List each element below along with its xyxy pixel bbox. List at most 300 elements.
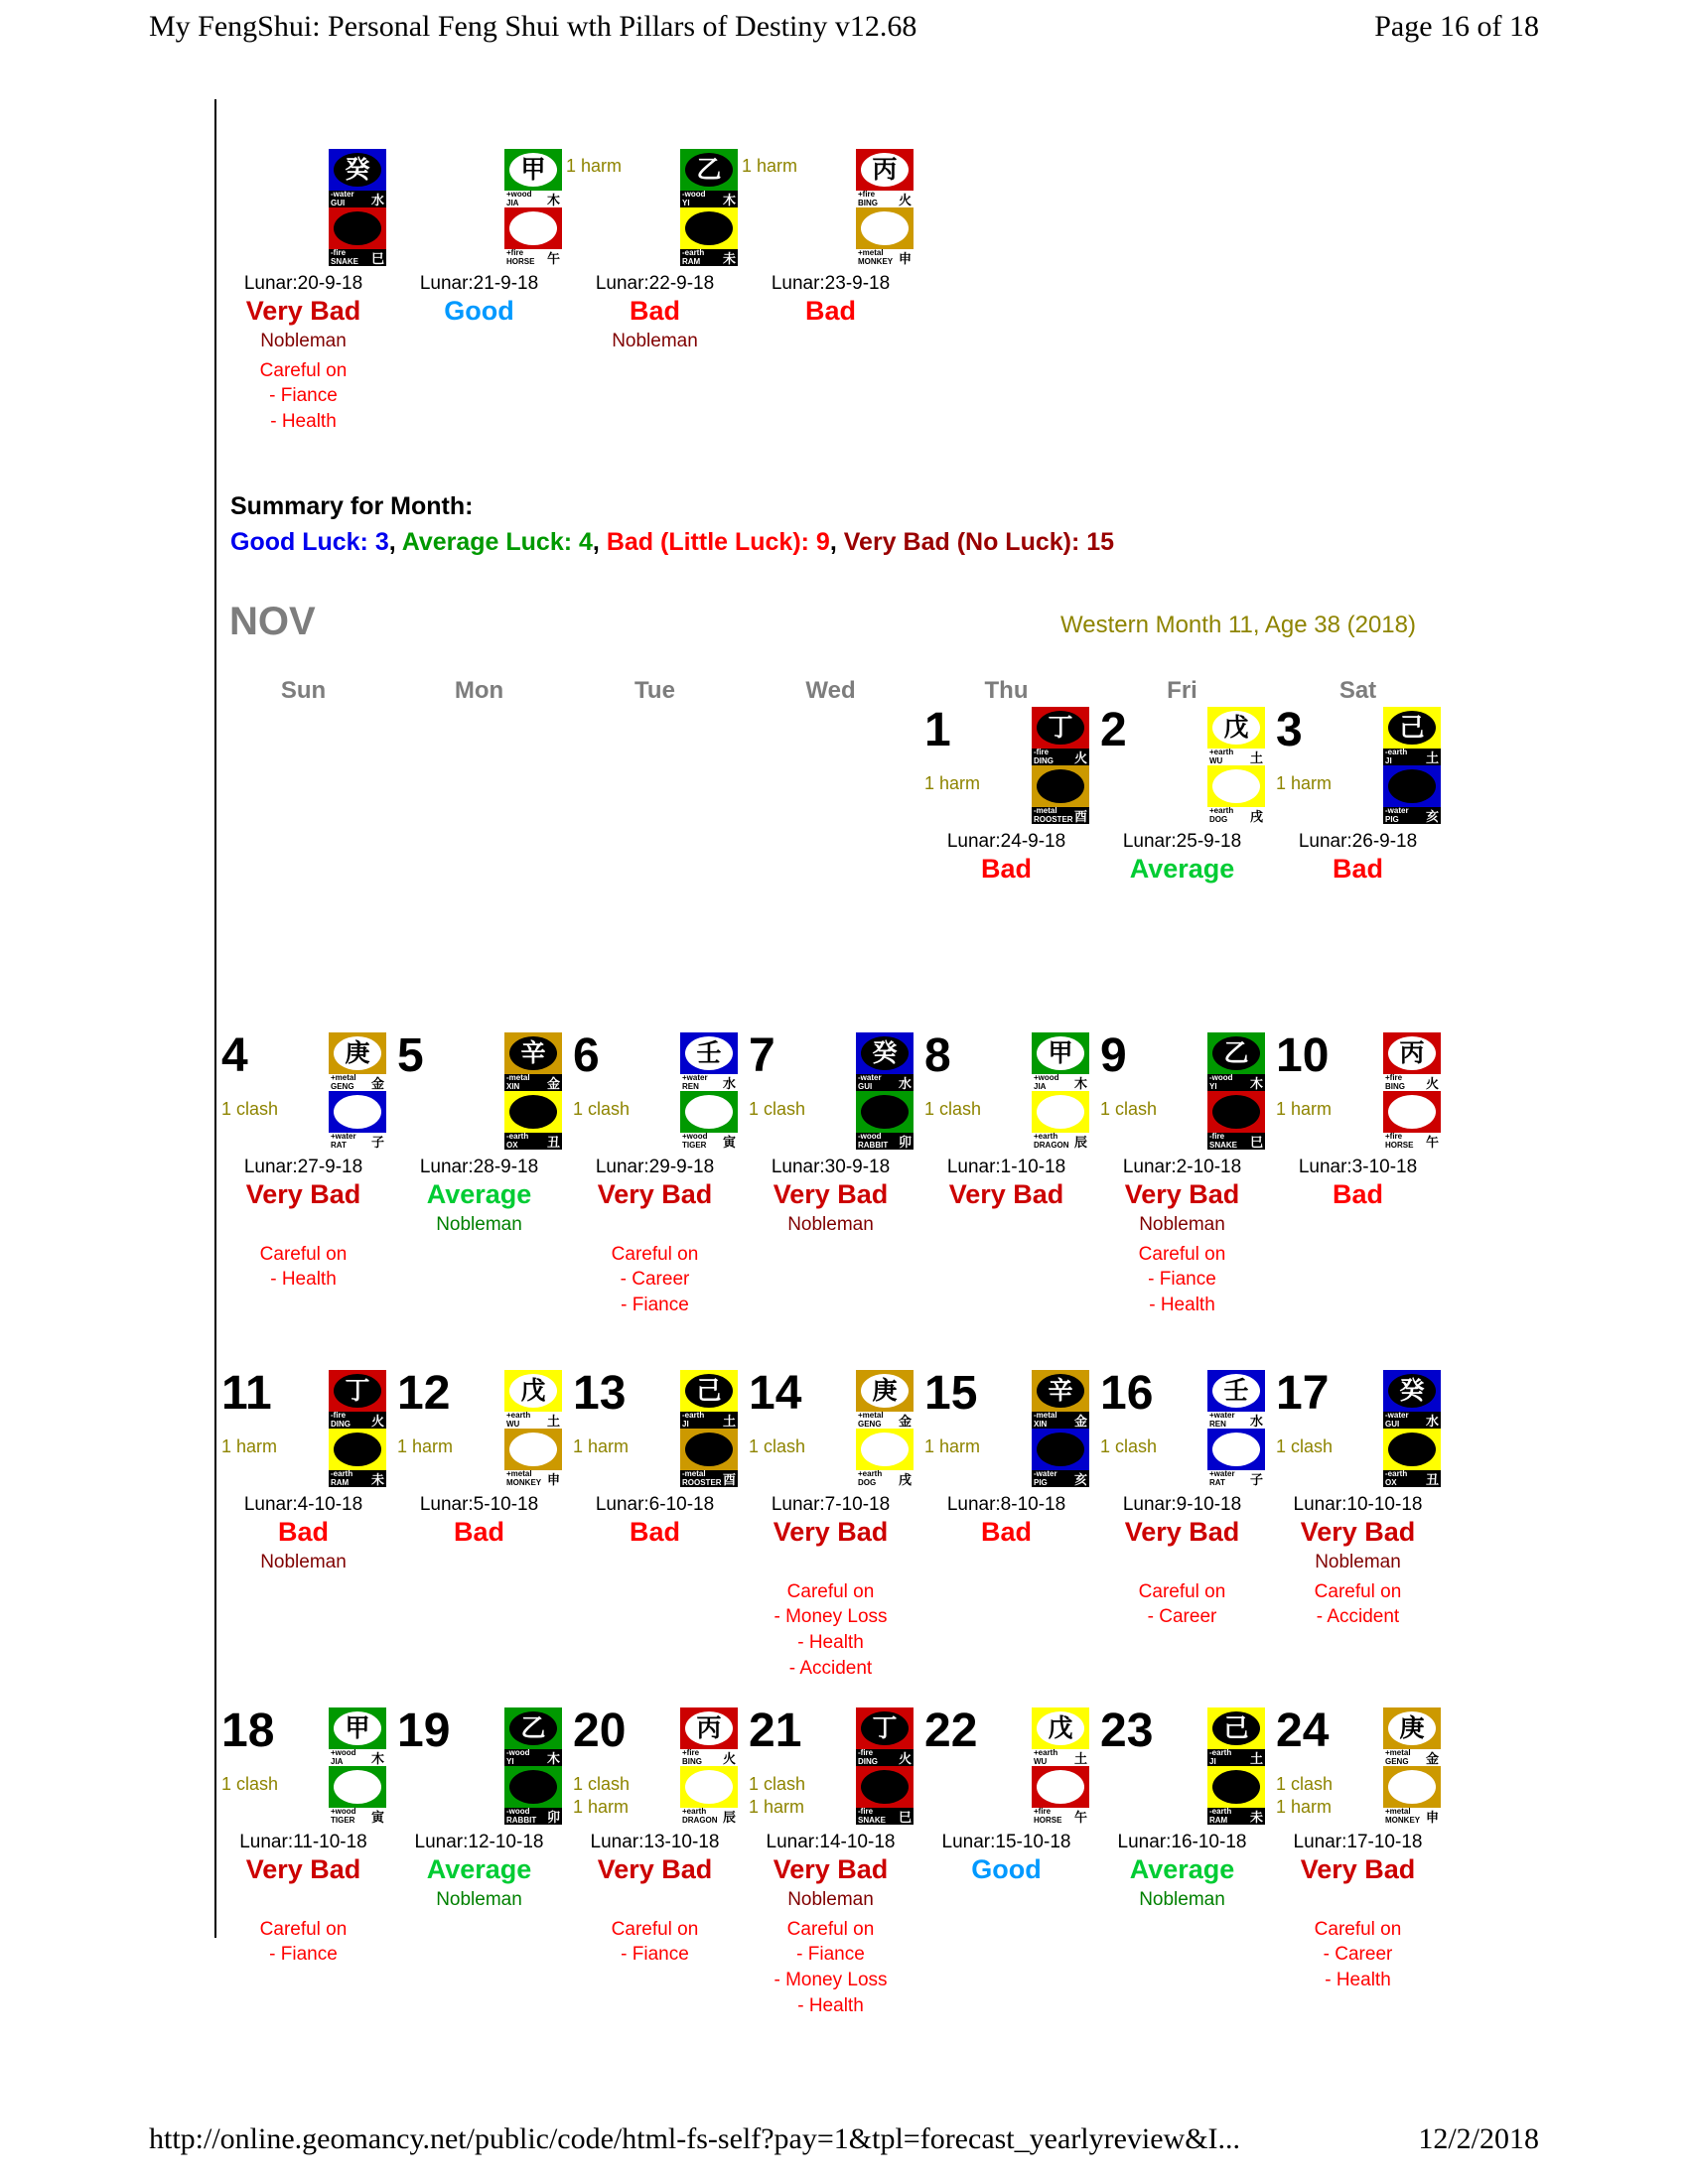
stem-element-name: +metal GENG	[1385, 1748, 1411, 1766]
careful-on-item: - Accident	[1316, 1606, 1400, 1628]
careful-on-item: - Accident	[788, 1657, 873, 1679]
careful-on-list	[215, 1242, 391, 1293]
lunar-date: Lunar:25-9-18	[1122, 831, 1242, 852]
luck-rating: Very Bad	[245, 1179, 361, 1209]
careful-on-title: Careful on	[611, 1918, 699, 1940]
branch-label-bar	[1032, 807, 1089, 824]
nobleman-label	[918, 1889, 1094, 1911]
day-cell	[1094, 1707, 1270, 1911]
stem-character: 戊	[1212, 711, 1260, 745]
day-cell-top	[567, 1707, 743, 1829]
day-cell-top	[743, 1707, 918, 1829]
clash-harm-label: 1 clash	[1276, 1436, 1334, 1456]
day-cell	[391, 1367, 567, 1573]
stem-icon	[1383, 1032, 1441, 1074]
lunar-date: Lunar:30-9-18	[771, 1157, 891, 1177]
day-number: 20	[573, 1705, 627, 1757]
branch-chinese-character: 午	[546, 251, 560, 266]
branch-zodiac-icon	[856, 1766, 914, 1808]
day-cell	[391, 1707, 567, 1911]
day-cell	[215, 1707, 391, 1968]
branch-zodiac-icon	[856, 1091, 914, 1133]
day-cell	[918, 1707, 1094, 1911]
stem-character: 乙	[685, 153, 733, 187]
luck-rating: Very Bad	[773, 1179, 889, 1209]
summary-count: Bad (Little Luck): 9	[606, 528, 830, 557]
luck-rating: Very Bad	[597, 1179, 713, 1209]
branch-label-bar	[329, 1808, 386, 1825]
lunar-date: Lunar:9-10-18	[1122, 1494, 1242, 1515]
luck-rating: Bad	[629, 296, 680, 326]
day-cell-top	[1270, 1367, 1446, 1491]
branch-zodiac-icon	[504, 1766, 562, 1808]
stem-element-name: -wood YI	[682, 190, 706, 207]
branch-element-name: -fire SNAKE	[858, 1807, 887, 1825]
day-cell	[743, 1707, 918, 2018]
weekday-label-sun: Sun	[280, 677, 327, 704]
month-name: NOV	[229, 600, 316, 643]
stem-chinese-character: 水	[1425, 1414, 1439, 1429]
careful-on-title: Careful on	[259, 1918, 348, 1940]
clash-harm-label: 1 harm	[1276, 1099, 1333, 1119]
branch-chinese-character: 辰	[722, 1810, 736, 1825]
day-pillar-icon	[856, 1707, 914, 1825]
branch-zodiac-icon	[680, 1766, 738, 1808]
branch-element-name: +fire HORSE	[1385, 1132, 1414, 1150]
careful-on-list	[1094, 1242, 1270, 1318]
branch-chinese-character: 申	[546, 1472, 560, 1487]
branch-chinese-character: 酉	[722, 1472, 736, 1487]
zodiac-animal-image	[1037, 1095, 1084, 1129]
lunar-date: Lunar:7-10-18	[771, 1494, 891, 1515]
luck-rating: Average	[426, 1854, 532, 1884]
clash-harm-flags	[573, 1773, 630, 1818]
branch-label-bar	[504, 249, 562, 266]
zodiac-animal-image	[861, 1770, 909, 1804]
careful-on-item: - Fiance	[796, 1944, 865, 1966]
zodiac-animal-image	[334, 1095, 381, 1129]
branch-chinese-character: 丑	[1425, 1472, 1439, 1487]
nobleman-label: Nobleman	[1139, 1213, 1225, 1235]
zodiac-animal-image	[685, 1095, 733, 1129]
weekday-label-wed: Wed	[805, 677, 856, 704]
day-cell	[743, 1029, 918, 1236]
branch-chinese-character: 酉	[1073, 809, 1087, 824]
stem-icon	[329, 149, 386, 191]
branch-element-name: +metal MONKEY	[1385, 1807, 1421, 1825]
nobleman-label: Nobleman	[1139, 1888, 1225, 1910]
clash-harm-label: 1 harm	[221, 1436, 278, 1456]
luck-rating: Very Bad	[245, 296, 361, 326]
stem-character: 丁	[861, 1711, 909, 1745]
branch-zodiac-icon	[1207, 1429, 1265, 1470]
luck-rating: Average	[1129, 1854, 1235, 1884]
clash-harm-label: 1 clash	[1100, 1099, 1158, 1119]
clash-harm-flags	[1100, 1435, 1157, 1458]
stem-label-bar	[1383, 1412, 1441, 1429]
careful-on-title: Careful on	[1138, 1580, 1226, 1602]
day-pillar-icon	[504, 1370, 562, 1487]
day-cell-top	[391, 1707, 567, 1829]
day-number: 5	[397, 1029, 424, 1082]
day-number: 15	[924, 1367, 978, 1420]
day-pillar-icon	[1032, 1707, 1089, 1825]
stem-chinese-character: 水	[370, 193, 384, 207]
day-cell-top	[1270, 704, 1446, 828]
stem-chinese-character: 火	[898, 1751, 912, 1766]
clash-harm-label: 1 clash	[573, 1774, 631, 1794]
day-pillar-icon	[680, 1707, 738, 1825]
branch-element-name: +water RAT	[1209, 1469, 1235, 1487]
careful-on-list	[215, 358, 391, 435]
summary-count: Good Luck: 3	[230, 528, 389, 557]
branch-label-bar	[1383, 1133, 1441, 1150]
stem-element-name: -metal XIN	[1034, 1411, 1057, 1429]
day-number: 1	[924, 704, 951, 756]
branch-chinese-character: 亥	[1425, 809, 1439, 824]
clash-harm-flags	[1276, 1435, 1333, 1458]
branch-element-name: +earth DOG	[1209, 806, 1234, 824]
stem-chinese-character: 土	[546, 1414, 560, 1429]
stem-character: 壬	[1212, 1374, 1260, 1408]
day-cell-top	[215, 1029, 391, 1154]
stem-icon	[1207, 707, 1265, 749]
day-pillar-icon	[856, 1032, 914, 1150]
day-pillar-icon	[1207, 1370, 1265, 1487]
clash-harm-flags	[221, 1773, 278, 1796]
clash-harm-flags	[1276, 772, 1332, 795]
stem-character: 丙	[685, 1711, 733, 1745]
branch-chinese-character: 戌	[898, 1472, 912, 1487]
stem-label-bar	[1032, 749, 1089, 765]
stem-label-bar	[680, 1074, 738, 1091]
branch-label-bar	[1207, 1133, 1265, 1150]
branch-chinese-character: 寅	[370, 1810, 384, 1825]
branch-label-bar	[856, 249, 914, 266]
nobleman-label	[215, 1214, 391, 1236]
clash-harm-label: 1 clash	[221, 1774, 279, 1794]
stem-character: 甲	[1037, 1036, 1084, 1070]
day-cell-top	[743, 149, 918, 270]
branch-zodiac-icon	[504, 1091, 562, 1133]
branch-chinese-character: 丑	[546, 1135, 560, 1150]
stem-label-bar	[504, 1412, 562, 1429]
branch-chinese-character: 未	[370, 1472, 384, 1487]
zodiac-animal-image	[1388, 1770, 1436, 1804]
day-cell	[391, 1029, 567, 1236]
day-pillar-icon	[680, 149, 738, 266]
zodiac-animal-image	[334, 211, 381, 245]
lunar-date: Lunar:16-10-18	[1117, 1832, 1247, 1852]
day-number: 10	[1276, 1029, 1330, 1082]
zodiac-animal-image	[509, 1095, 557, 1129]
stem-label-bar	[1207, 749, 1265, 765]
nobleman-label	[1270, 888, 1446, 910]
stem-element-name: -fire DING	[1034, 748, 1054, 765]
day-pillar-icon	[1032, 1370, 1089, 1487]
branch-zodiac-icon	[1207, 1766, 1265, 1808]
stem-chinese-character: 木	[546, 193, 560, 207]
stem-label-bar	[856, 1749, 914, 1766]
careful-on-item: - Health	[270, 1269, 337, 1291]
stem-element-name: +earth WU	[1034, 1748, 1058, 1766]
nobleman-label	[567, 1214, 743, 1236]
stem-label-bar	[504, 1074, 562, 1091]
clash-harm-label: 1 clash	[1276, 1774, 1334, 1794]
page-header	[149, 10, 1539, 44]
lunar-date: Lunar:22-9-18	[595, 273, 715, 294]
careful-on-title: Careful on	[1314, 1580, 1402, 1602]
careful-on-title: Careful on	[259, 1243, 348, 1265]
day-cell-top	[918, 1707, 1094, 1829]
stem-label-bar	[1032, 1412, 1089, 1429]
branch-chinese-character: 未	[1249, 1810, 1263, 1825]
day-cell	[567, 1707, 743, 1968]
day-number: 24	[1276, 1705, 1330, 1757]
branch-label-bar	[680, 1808, 738, 1825]
stem-label-bar	[1032, 1074, 1089, 1091]
stem-chinese-character: 火	[898, 193, 912, 207]
zodiac-animal-image	[1212, 1433, 1260, 1466]
branch-zodiac-icon	[1383, 1766, 1441, 1808]
careful-on-title: Careful on	[611, 1243, 699, 1265]
lunar-date: Lunar:12-10-18	[414, 1832, 544, 1852]
day-cell	[918, 1029, 1094, 1236]
branch-chinese-character: 巳	[370, 251, 384, 266]
day-cell-top	[1094, 704, 1270, 828]
nobleman-label: Nobleman	[260, 330, 347, 351]
nobleman-label: Nobleman	[612, 330, 698, 351]
nobleman-label	[918, 1552, 1094, 1573]
stem-label-bar	[329, 1749, 386, 1766]
branch-element-name: +metal MONKEY	[858, 248, 894, 266]
stem-element-name: -earth JI	[682, 1411, 705, 1429]
stem-label-bar	[856, 1074, 914, 1091]
day-cell-top	[743, 1367, 918, 1491]
branch-element-name: -earth RAM	[682, 248, 705, 266]
lunar-date: Lunar:27-9-18	[243, 1157, 363, 1177]
stem-chinese-character: 金	[546, 1076, 560, 1091]
branch-element-name: -earth RAM	[331, 1469, 353, 1487]
branch-label-bar	[680, 1470, 738, 1487]
zodiac-animal-image	[1212, 769, 1260, 803]
nobleman-label	[918, 888, 1094, 910]
weekday-header-row	[215, 677, 1446, 707]
stem-icon	[329, 1032, 386, 1074]
clash-harm-label: 1 harm	[924, 773, 981, 793]
branch-chinese-character: 戌	[1249, 809, 1263, 824]
lunar-date: Lunar:21-9-18	[419, 273, 539, 294]
luck-rating: Very Bad	[948, 1179, 1064, 1209]
zodiac-animal-image	[1037, 1770, 1084, 1804]
page-footer	[149, 2122, 1539, 2156]
day-number: 13	[573, 1367, 627, 1420]
luck-rating: Average	[426, 1179, 532, 1209]
day-pillar-icon	[680, 1370, 738, 1487]
zodiac-animal-image	[1037, 1433, 1084, 1466]
branch-element-name: -earth RAM	[1209, 1807, 1232, 1825]
stem-chinese-character: 火	[370, 1414, 384, 1429]
day-cell-top	[918, 1029, 1094, 1154]
stem-character: 庚	[334, 1036, 381, 1070]
stem-chinese-character: 水	[722, 1076, 736, 1091]
footer-date: 12/2/2018	[1418, 2122, 1539, 2155]
day-pillar-icon	[1383, 1032, 1441, 1150]
careful-on-item: - Money Loss	[774, 1969, 888, 1990]
clash-harm-label: 1 harm	[573, 1796, 630, 1817]
day-cell	[1270, 1707, 1446, 1993]
clash-harm-flags	[573, 1098, 630, 1121]
careful-on-item: - Career	[1147, 1606, 1217, 1628]
stem-label-bar	[856, 1412, 914, 1429]
zodiac-animal-image	[1212, 1770, 1260, 1804]
careful-on-item: - Fiance	[269, 385, 338, 407]
stem-character: 辛	[509, 1036, 557, 1070]
day-cell	[743, 149, 918, 352]
day-cell	[1270, 1367, 1446, 1630]
stem-label-bar	[1032, 1749, 1089, 1766]
stem-icon	[856, 1370, 914, 1412]
luck-rating: Bad	[1332, 1179, 1383, 1209]
day-cell-top	[1094, 1029, 1270, 1154]
branch-zodiac-icon	[1383, 1429, 1441, 1470]
lunar-date: Lunar:15-10-18	[941, 1832, 1071, 1852]
lunar-date: Lunar:4-10-18	[243, 1494, 363, 1515]
day-cell	[1270, 1029, 1446, 1236]
day-pillar-icon	[504, 149, 562, 266]
branch-zodiac-icon	[680, 1429, 738, 1470]
day-cell-top	[567, 149, 798, 270]
day-number: 6	[573, 1029, 600, 1082]
stem-character: 己	[1388, 711, 1436, 745]
nobleman-label	[567, 1552, 743, 1573]
stem-label-bar	[329, 191, 386, 207]
footer-url: http://online.geomancy.net/public/code/html-fs-self?pay=1&tpl=forecast_yearlyreview&I...	[149, 2122, 1241, 2155]
branch-element-name: +wood TIGER	[682, 1132, 708, 1150]
day-number: 22	[924, 1705, 978, 1757]
clash-harm-label: 1 harm	[573, 1436, 630, 1456]
day-cell	[1094, 1029, 1270, 1318]
branch-chinese-character: 子	[370, 1135, 384, 1150]
weekday-label-sat: Sat	[1338, 677, 1377, 704]
careful-on-list	[567, 1917, 743, 1968]
stem-label-bar	[329, 1074, 386, 1091]
lunar-date: Lunar:11-10-18	[239, 1832, 367, 1852]
day-cell	[391, 149, 623, 352]
careful-on-item: - Fiance	[269, 1944, 338, 1966]
luck-rating: Very Bad	[245, 1854, 361, 1884]
stem-character: 甲	[334, 1711, 381, 1745]
day-number: 18	[221, 1705, 275, 1757]
month-summary	[230, 488, 1114, 561]
lunar-date: Lunar:10-10-18	[1293, 1494, 1423, 1515]
branch-zodiac-icon	[1032, 1766, 1089, 1808]
stem-character: 癸	[861, 1036, 909, 1070]
branch-label-bar	[1032, 1470, 1089, 1487]
branch-element-name: +metal MONKEY	[506, 1469, 542, 1487]
stem-chinese-character: 土	[1249, 751, 1263, 765]
branch-chinese-character: 申	[898, 251, 912, 266]
stem-chinese-character: 土	[1425, 751, 1439, 765]
stem-character: 庚	[1388, 1711, 1436, 1745]
branch-zodiac-icon	[1207, 1091, 1265, 1133]
stem-element-name: -earth JI	[1209, 1748, 1232, 1766]
clash-harm-label: 1 clash	[924, 1099, 982, 1119]
stem-icon	[1207, 1032, 1265, 1074]
stem-icon	[1032, 1370, 1089, 1412]
stem-element-name: -fire DING	[331, 1411, 351, 1429]
zodiac-animal-image	[1212, 1095, 1260, 1129]
day-pillar-icon	[856, 149, 914, 266]
page-number: Page 16 of 18	[1374, 10, 1539, 43]
stem-element-name: -water GUI	[858, 1073, 882, 1091]
stem-character: 癸	[334, 153, 381, 187]
day-number: 4	[221, 1029, 248, 1082]
branch-chinese-character: 巳	[898, 1810, 912, 1825]
stem-chinese-character: 金	[898, 1414, 912, 1429]
clash-harm-label: 1 harm	[397, 1436, 454, 1456]
lunar-date: Lunar:3-10-18	[1298, 1157, 1418, 1177]
luck-rating: Very Bad	[1300, 1517, 1416, 1547]
stem-character: 戊	[1037, 1711, 1084, 1745]
branch-chinese-character: 卯	[898, 1135, 912, 1150]
stem-element-name: +fire BING	[858, 190, 878, 207]
branch-element-name: -water PIG	[1385, 806, 1409, 824]
stem-chinese-character: 木	[546, 1751, 560, 1766]
branch-element-name: -fire SNAKE	[1209, 1132, 1238, 1150]
day-number: 8	[924, 1029, 951, 1082]
branch-zodiac-icon	[680, 207, 738, 249]
clash-harm-flags	[1276, 1098, 1332, 1121]
clash-harm-label: 1 clash	[1100, 1436, 1158, 1456]
lunar-date: Lunar:23-9-18	[771, 273, 891, 294]
clash-harm-flags	[749, 1435, 805, 1458]
stem-label-bar	[680, 1412, 738, 1429]
branch-label-bar	[856, 1133, 914, 1150]
branch-label-bar	[1383, 1808, 1441, 1825]
branch-zodiac-icon	[680, 1091, 738, 1133]
stem-element-name: +fire BING	[1385, 1073, 1405, 1091]
branch-zodiac-icon	[329, 1766, 386, 1808]
careful-on-item: - Health	[797, 1994, 864, 2016]
careful-on-title: Careful on	[1138, 1243, 1226, 1265]
branch-element-name: -earth OX	[506, 1132, 529, 1150]
day-pillar-icon	[1207, 1707, 1265, 1825]
stem-label-bar	[329, 1412, 386, 1429]
branch-label-bar	[329, 249, 386, 266]
stem-icon	[1383, 707, 1441, 749]
clash-harm-flags	[924, 1435, 980, 1458]
stem-chinese-character: 木	[722, 193, 736, 207]
branch-zodiac-icon	[504, 207, 562, 249]
luck-rating: Bad	[980, 1517, 1032, 1547]
stem-element-name: -water GUI	[1385, 1411, 1409, 1429]
stem-icon	[1207, 1370, 1265, 1412]
zodiac-animal-image	[685, 211, 733, 245]
clash-harm-flags	[749, 1098, 805, 1121]
day-number: 9	[1100, 1029, 1127, 1082]
stem-icon	[504, 149, 562, 191]
stem-icon	[1032, 1032, 1089, 1074]
day-number: 23	[1100, 1705, 1154, 1757]
nobleman-label	[743, 1552, 918, 1573]
day-cell-top	[567, 1367, 743, 1491]
stem-element-name: -fire DING	[858, 1748, 878, 1766]
stem-icon	[680, 1370, 738, 1412]
lunar-date: Lunar:26-9-18	[1298, 831, 1418, 852]
stem-chinese-character: 火	[722, 1751, 736, 1766]
lunar-date: Lunar:29-9-18	[595, 1157, 715, 1177]
